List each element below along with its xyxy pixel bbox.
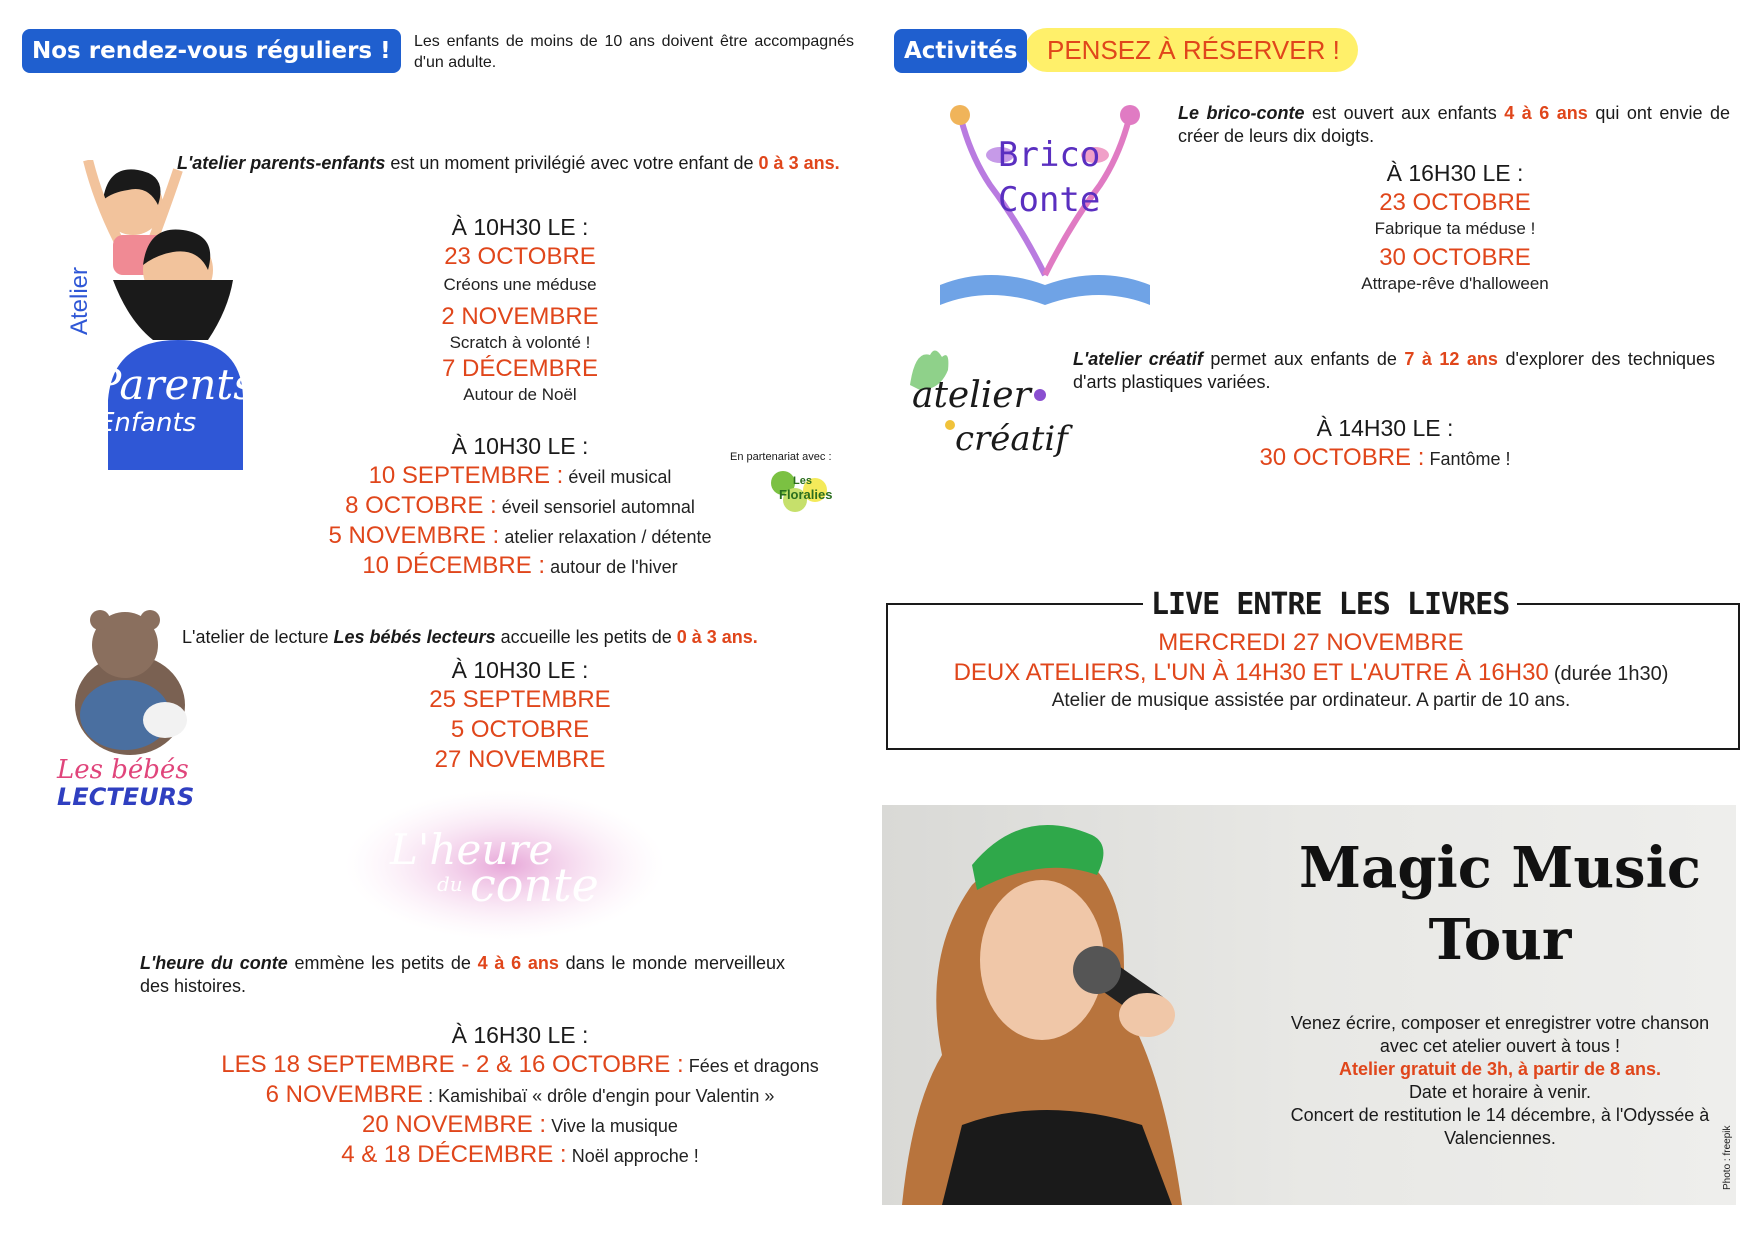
conte-title: L'heure du conte bbox=[140, 953, 288, 973]
schedule-desc: Attrape-rêve d'halloween bbox=[1361, 274, 1549, 293]
magic-music-title bbox=[1270, 832, 1730, 976]
schedule-date: 23 OCTOBRE bbox=[444, 243, 596, 270]
parents-enfants-logo bbox=[58, 160, 255, 470]
bebes-intro bbox=[182, 626, 842, 649]
schedule-heading: À 10H30 LE : bbox=[451, 657, 589, 683]
creatif-intro-mid: permet aux enfants de bbox=[1202, 349, 1405, 369]
magic-highlight: Atelier gratuit de 3h, à partir de 8 ans. bbox=[1338, 1059, 1662, 1079]
conte-logo-line1: L'heure bbox=[390, 825, 554, 874]
schedule-desc: Fées et dragons bbox=[688, 1056, 819, 1076]
schedule-date: 5 OCTOBRE bbox=[450, 716, 590, 743]
schedule-date: 25 SEPTEMBRE bbox=[429, 686, 611, 713]
live-description: Atelier de musique assistée par ordinateur. A partir de 10 ans. bbox=[1051, 690, 1571, 711]
schedule-heading: À 10H30 LE : bbox=[451, 433, 589, 459]
bebes-age: 0 à 3 ans. bbox=[676, 627, 758, 647]
creatif-schedule bbox=[1210, 413, 1560, 473]
parents-enfants-title: L'atelier parents-enfants bbox=[177, 153, 386, 173]
brico-title: Le brico-conte bbox=[1178, 103, 1305, 123]
brico-logo-line1: Brico bbox=[998, 135, 1101, 175]
photo-credit: Photo : freepik bbox=[1722, 1125, 1733, 1190]
logo-parents-text: Parents bbox=[93, 360, 255, 409]
schedule-date: 10 SEPTEMBRE : bbox=[368, 462, 564, 489]
activities-badge: Activités bbox=[894, 29, 1027, 73]
schedule-desc: Vive la musique bbox=[551, 1116, 678, 1136]
magic-title-line2: Tour bbox=[1428, 907, 1572, 973]
schedule-date: 23 OCTOBRE bbox=[1379, 189, 1531, 216]
conte-intro bbox=[140, 952, 785, 998]
schedule-desc: éveil sensoriel automnal bbox=[501, 497, 695, 517]
parents-enfants-schedule-2 bbox=[260, 431, 780, 581]
brico-intro-rest: qui ont envie de créer de leurs dix doigts. bbox=[1178, 103, 1730, 146]
schedule-desc: Noël approche ! bbox=[571, 1146, 699, 1166]
schedule-date: 5 NOVEMBRE : bbox=[328, 522, 500, 549]
partner-label: En partenariat avec : bbox=[730, 451, 832, 463]
floralies-logo bbox=[765, 465, 835, 520]
schedule-heading: À 16H30 LE : bbox=[451, 1022, 589, 1048]
conte-logo-line2: du bbox=[437, 872, 463, 896]
logo-atelier-text: Atelier bbox=[66, 266, 93, 335]
logo-enfants-text: Enfants bbox=[98, 408, 197, 438]
creatif-logo-line1: atelier bbox=[912, 375, 1031, 416]
magic-music-info bbox=[1285, 1012, 1715, 1150]
schedule-heading: À 14H30 LE : bbox=[1316, 415, 1454, 441]
schedule-desc: Fabrique ta méduse ! bbox=[1374, 219, 1536, 238]
creatif-intro-rest: d'explorer des techniques d'arts plastiques variées. bbox=[1073, 349, 1715, 392]
schedule-desc: atelier relaxation / détente bbox=[504, 527, 712, 547]
creatif-intro bbox=[1073, 348, 1715, 394]
schedule-desc: éveil musical bbox=[568, 467, 672, 487]
schedule-desc: Autour de Noël bbox=[463, 385, 577, 404]
creatif-logo-line2: créatif bbox=[955, 419, 1068, 459]
magic-desc: Venez écrire, composer et enregistrer votre chanson avec cet atelier ouvert à tous ! bbox=[1290, 1013, 1710, 1056]
conte-logo-line3: conte bbox=[470, 858, 599, 912]
conte-intro-mid: emmène les petits de bbox=[287, 953, 478, 973]
schedule-desc: Fantôme ! bbox=[1429, 449, 1511, 469]
live-times: DEUX ATELIERS, L'UN À 14H30 ET L'AUTRE À 16H30 bbox=[953, 659, 1549, 686]
live-details bbox=[890, 628, 1732, 714]
schedule-date: 30 OCTOBRE : bbox=[1259, 444, 1425, 471]
live-date: MERCREDI 27 NOVEMBRE bbox=[1158, 629, 1464, 656]
parents-enfants-desc: est un moment privilégié avec votre enfant de bbox=[385, 153, 759, 173]
brico-schedule bbox=[1300, 158, 1610, 295]
atelier-creatif-logo bbox=[900, 345, 1068, 475]
bebes-title: Les bébés lecteurs bbox=[333, 627, 496, 647]
bebes-logo-line2: LECTEURS bbox=[57, 783, 195, 811]
parents-enfants-intro bbox=[177, 152, 852, 175]
magic-concert: Concert de restitution le 14 décembre, à l'Odyssée à Valenciennes. bbox=[1290, 1105, 1710, 1148]
conte-intro-rest: dans le monde merveilleux des histoires. bbox=[140, 953, 785, 996]
schedule-desc: : Kamishibaï « drôle d'engin pour Valentin » bbox=[428, 1086, 775, 1106]
schedule-desc: autour de l'hiver bbox=[550, 557, 678, 577]
schedule-date: 30 OCTOBRE bbox=[1379, 244, 1531, 271]
age-notice: Les enfants de moins de 10 ans doivent être accompagnés d'un adulte. bbox=[414, 33, 854, 71]
bebes-schedule bbox=[390, 655, 650, 775]
schedule-date: 4 & 18 DÉCEMBRE : bbox=[341, 1141, 567, 1168]
brico-conte-logo bbox=[930, 95, 1160, 310]
brico-intro-mid: est ouvert aux enfants bbox=[1304, 103, 1505, 123]
magic-title-line1: Magic Music bbox=[1299, 835, 1701, 901]
schedule-heading: À 10H30 LE : bbox=[451, 214, 589, 240]
schedule-date: 7 DÉCEMBRE bbox=[441, 355, 599, 382]
bebes-logo-line1: Les bébés bbox=[57, 755, 189, 785]
live-title: LIVE ENTRE LES LIVRES bbox=[1143, 585, 1517, 625]
schedule-date: 6 NOVEMBRE bbox=[265, 1081, 423, 1108]
brico-age: 4 à 6 ans bbox=[1504, 103, 1588, 123]
floralies-logo-line2: Floralies bbox=[779, 487, 833, 502]
parents-enfants-age: 0 à 3 ans. bbox=[758, 153, 840, 173]
creatif-title: L'atelier créatif bbox=[1073, 349, 1203, 369]
bebes-intro-pre: L'atelier de lecture bbox=[182, 627, 334, 647]
parents-enfants-schedule-1 bbox=[380, 212, 660, 406]
schedule-date: LES 18 SEPTEMBRE - 2 & 16 OCTOBRE : bbox=[221, 1051, 684, 1078]
schedule-date: 27 NOVEMBRE bbox=[434, 746, 606, 773]
live-duration: (durée 1h30) bbox=[1553, 663, 1669, 685]
schedule-date: 2 NOVEMBRE bbox=[441, 303, 599, 330]
reserve-banner: PENSEZ À RÉSERVER ! bbox=[1025, 28, 1358, 72]
schedule-heading: À 16H30 LE : bbox=[1386, 160, 1524, 186]
bebes-intro-mid: accueille les petits de bbox=[495, 627, 677, 647]
creatif-age: 7 à 12 ans bbox=[1404, 349, 1498, 369]
magic-date-info: Date et horaire à venir. bbox=[1408, 1082, 1592, 1102]
schedule-desc: Scratch à volonté ! bbox=[449, 333, 591, 352]
regular-meetings-badge: Nos rendez-vous réguliers ! bbox=[22, 29, 401, 73]
schedule-date: 10 DÉCEMBRE : bbox=[362, 552, 546, 579]
schedule-desc: Créons une méduse bbox=[443, 275, 597, 294]
conte-schedule bbox=[130, 1020, 910, 1170]
heure-du-conte-logo bbox=[345, 790, 665, 940]
brico-intro bbox=[1178, 102, 1730, 148]
schedule-date: 20 NOVEMBRE : bbox=[362, 1111, 547, 1138]
conte-age: 4 à 6 ans bbox=[477, 953, 559, 973]
floralies-logo-line1: Les bbox=[793, 475, 812, 487]
brico-logo-line2: Conte bbox=[998, 180, 1101, 220]
schedule-date: 8 OCTOBRE : bbox=[345, 492, 497, 519]
